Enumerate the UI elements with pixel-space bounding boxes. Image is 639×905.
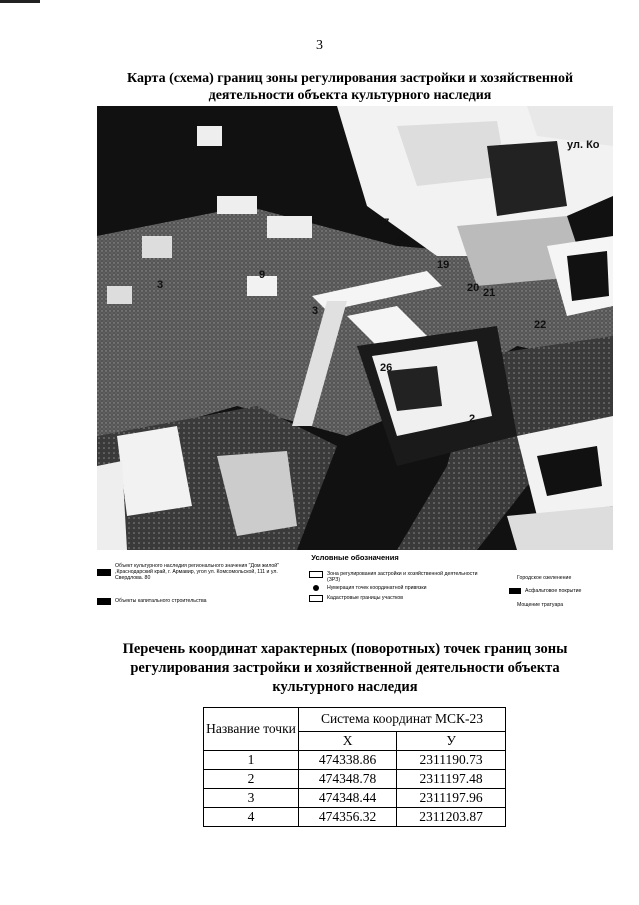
x-cell: 474356.32 <box>299 808 397 827</box>
legend-swatch-white <box>309 595 323 602</box>
map-point-label: 20 <box>467 282 480 294</box>
map-point-label: 18 <box>395 232 408 244</box>
y-cell: 2311197.96 <box>397 789 506 808</box>
legend-item-zrz-zone <box>309 571 479 583</box>
legend-item-point-numbering <box>309 585 479 591</box>
table-row <box>204 789 506 808</box>
legend-item-asphalt <box>509 588 613 594</box>
legend-item-greenery <box>517 575 613 581</box>
map-point-label: 17 <box>377 217 390 229</box>
map-point-label: 3 <box>157 279 164 291</box>
legend-text: Кадастровые границы участков <box>327 595 404 601</box>
legend-item-capital-buildings <box>97 598 287 605</box>
map-image <box>97 106 613 550</box>
x-cell: 474338.86 <box>299 751 397 770</box>
column-header-y: У <box>397 731 506 750</box>
table-row <box>204 770 506 789</box>
street-label: ул. Ко <box>567 139 600 151</box>
legend-swatch-black <box>509 588 521 594</box>
point-name-cell: 4 <box>204 808 299 827</box>
legend-item-heritage-object <box>97 563 287 581</box>
map-point-label: 21 <box>483 287 496 299</box>
column-header-coordinate-system: Система координат МСК-23 <box>299 708 506 732</box>
legend-text: Мощение тратуара <box>517 602 564 608</box>
table-row <box>204 808 506 827</box>
map-point-label: 26 <box>380 362 393 374</box>
legend-text: Городское озеленение <box>517 575 572 581</box>
map-point-label: 2 <box>469 413 476 425</box>
x-cell: 474348.78 <box>299 770 397 789</box>
coordinates-table <box>203 707 506 827</box>
point-name-cell: 1 <box>204 751 299 770</box>
map-legend <box>97 551 613 613</box>
point-name-cell: 3 <box>204 789 299 808</box>
map-point-label: 3 <box>312 305 319 317</box>
legend-item-paving <box>517 602 613 608</box>
column-header-point-name: Название точки <box>204 708 299 751</box>
page-number: 3 <box>316 38 323 53</box>
corner-mark <box>0 0 40 3</box>
legend-swatch-black <box>97 569 111 576</box>
legend-swatch-black <box>97 598 111 605</box>
table-header-row <box>204 708 506 732</box>
legend-title: Условные обозначения <box>311 553 399 562</box>
table-row <box>204 751 506 770</box>
legend-text: Зона регулирования застройки и хозяйственной деятельности (ЗРЗ) <box>327 571 478 583</box>
legend-item-cadastral-borders <box>309 595 479 602</box>
legend-text: Объекты капитального строительства <box>115 598 207 604</box>
aerial-map <box>97 106 613 550</box>
map-point-label: 9 <box>259 269 266 281</box>
point-name-cell: 2 <box>204 770 299 789</box>
legend-text: Объект культурного наследия регионального значения "Дом жилой" ,Краснодарский край, г. Армавир, угол ул. Комсомольской, 111 и ул. Свердлова. 80 <box>115 563 280 581</box>
coordinates-list-title: Перечень координат характерных (поворотных) точек границ зоны регулирования застройки и хозяйственной деятельности объекта культурного наследия <box>122 641 568 695</box>
x-cell: 474348.44 <box>299 789 397 808</box>
legend-text: Асфальтовое покрытие <box>525 588 582 594</box>
point-marker-icon <box>313 585 319 591</box>
y-cell: 2311190.73 <box>397 751 506 770</box>
y-cell: 2311197.48 <box>397 770 506 789</box>
map-point-label: 22 <box>534 319 547 331</box>
y-cell: 2311203.87 <box>397 808 506 827</box>
legend-swatch-white <box>309 571 323 578</box>
map-point-label: 19 <box>437 259 450 271</box>
legend-text: Нумерация точек координатной привязки <box>327 585 427 591</box>
column-header-x: Х <box>299 731 397 750</box>
map-title: Карта (схема) границ зоны регулирования застройки и хозяйственной деятельности объекта культурного наследия <box>126 71 574 103</box>
